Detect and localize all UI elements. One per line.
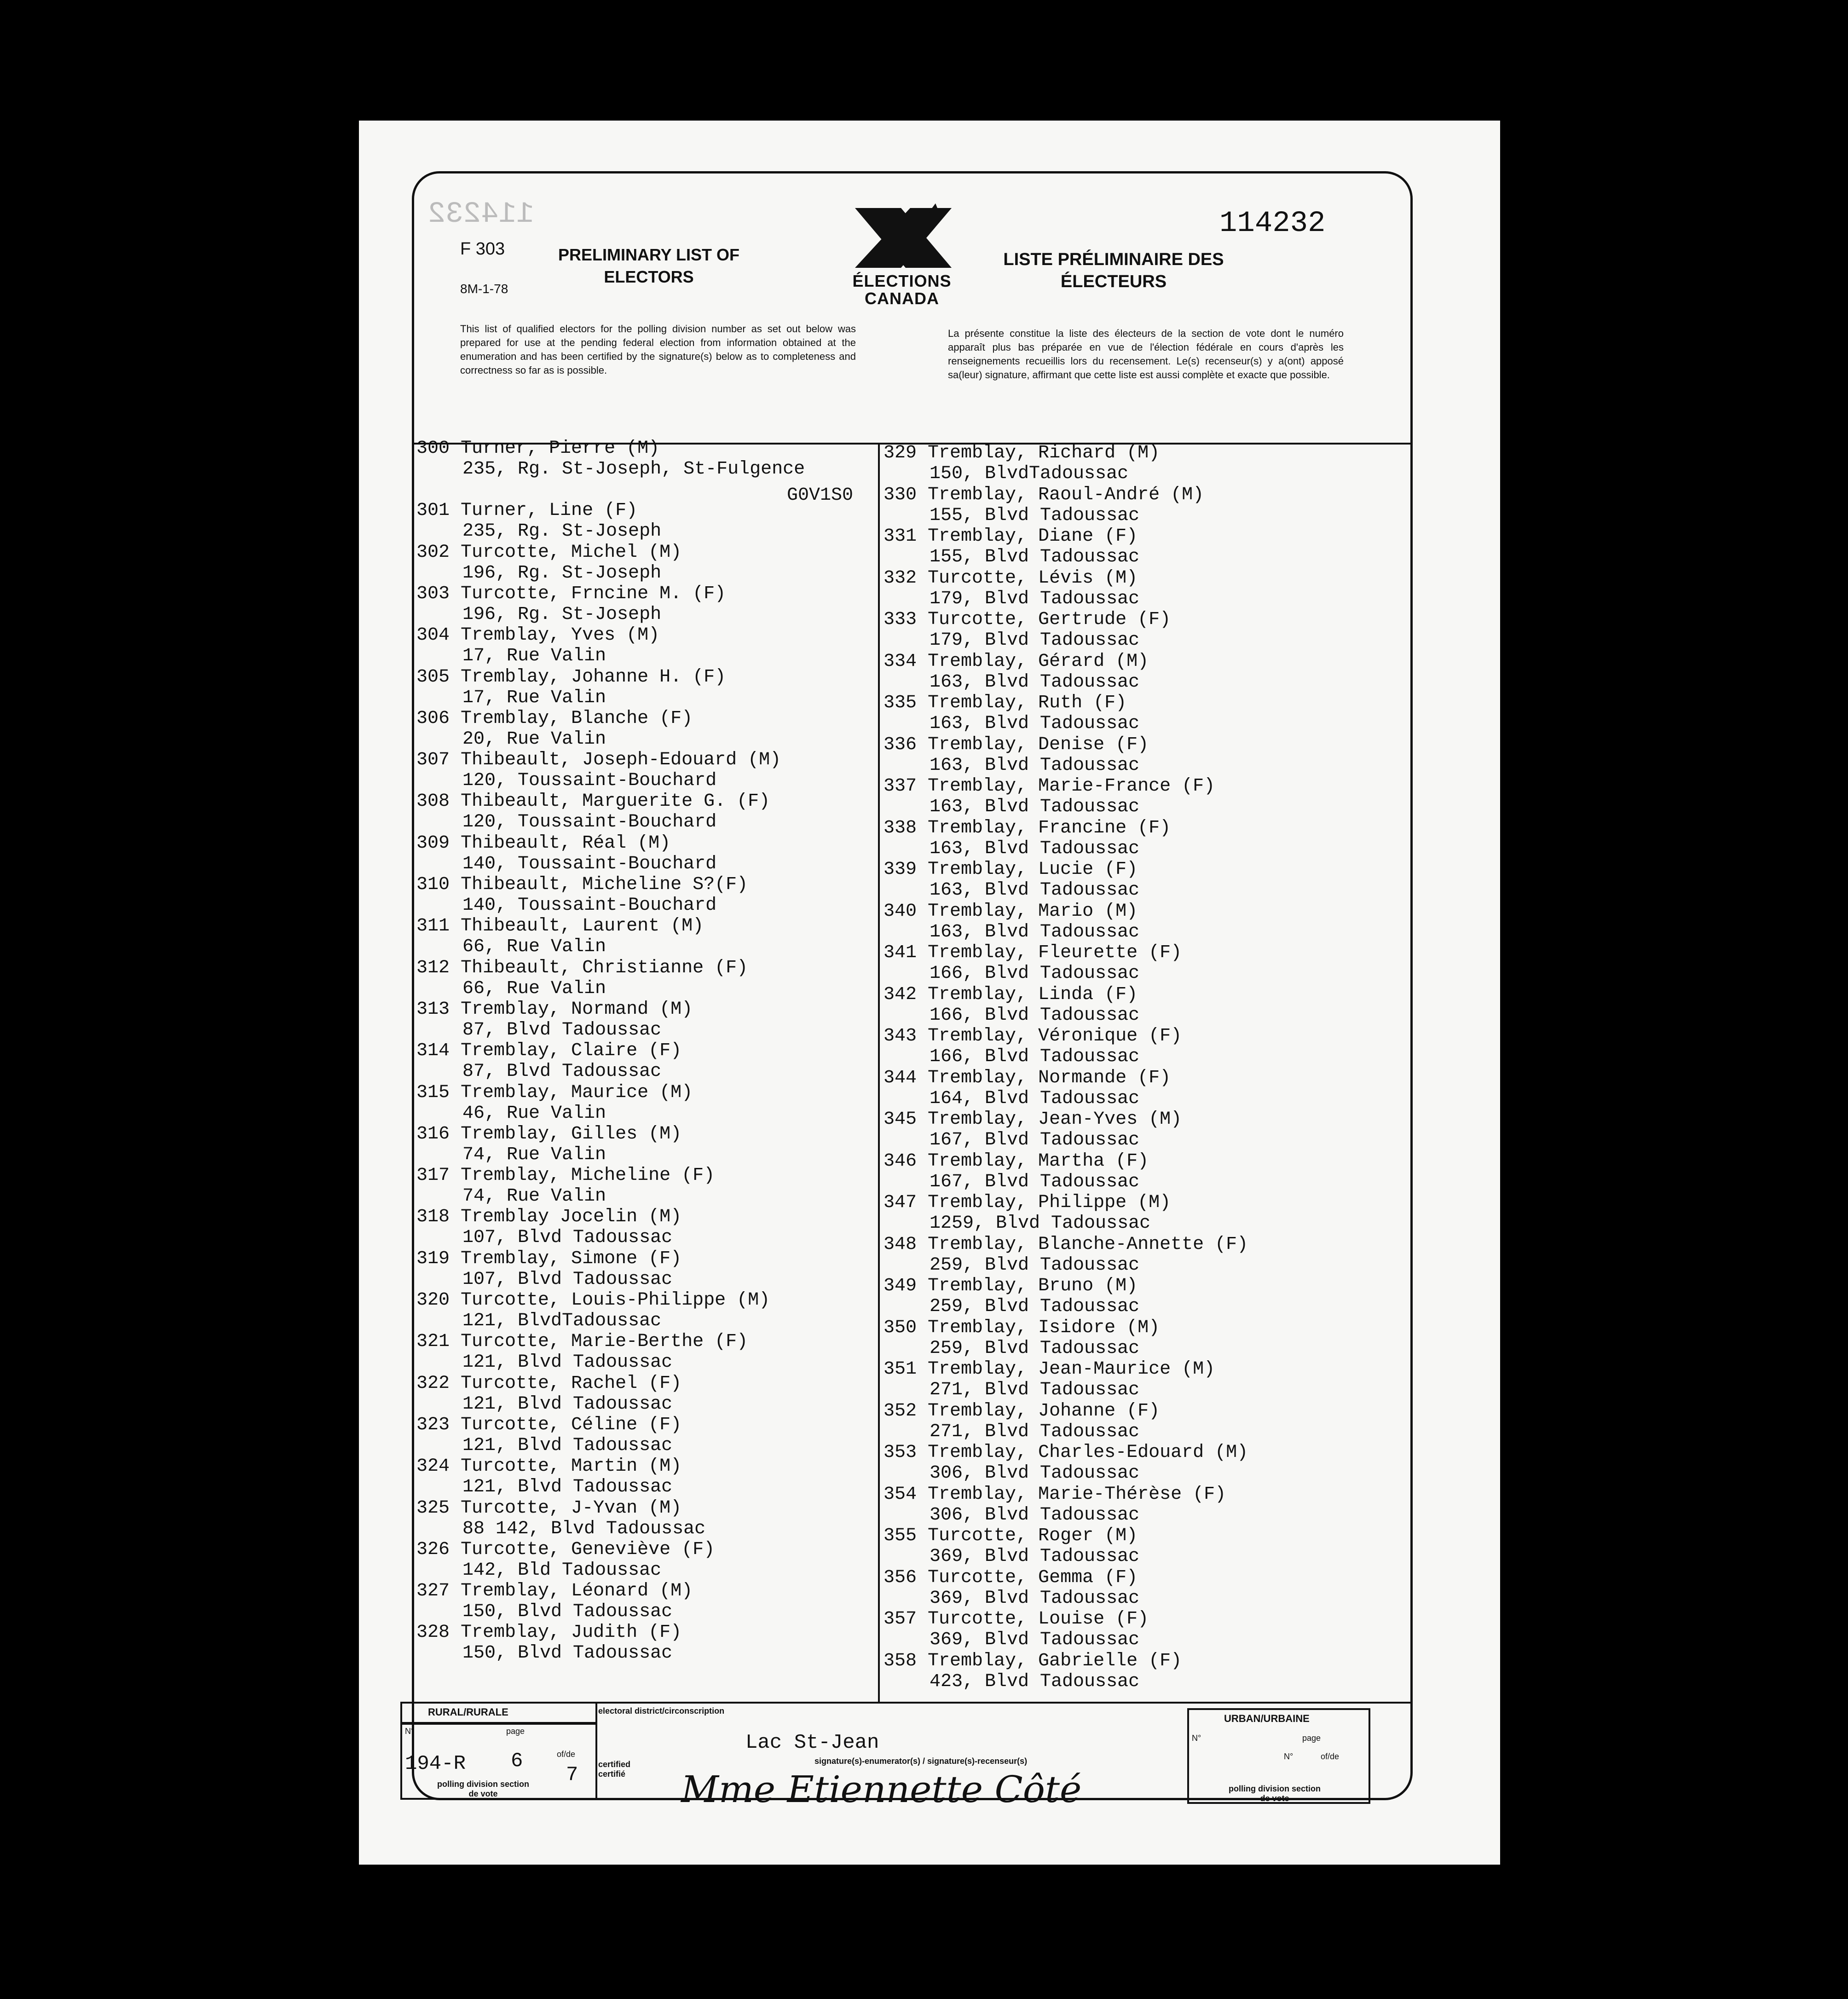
elector-number: 302 [416,542,450,563]
elector-number: 317 [416,1165,450,1186]
elector-entry [884,568,1139,609]
elector-number: 307 [416,750,450,771]
elector-address: 163, Blvd Tadoussac [930,797,1140,817]
elector-number: 311 [416,916,450,937]
elector-entry [416,874,748,916]
rural-label: RURAL/RURALE [428,1706,508,1718]
elector-address: 121, Blvd Tadoussac [462,1393,673,1415]
elector-address: 167, Blvd Tadoussac [930,1130,1140,1150]
elector-entry [416,1248,681,1290]
elector-entry [884,734,1149,776]
elector-name: Tremblay, Diane (F) [917,526,1138,547]
elector-name: Turcotte, Frncine M. (F) [450,583,726,604]
elector-entry [416,625,659,666]
elector-name: Tremblay, Blanche-Annette (F) [917,1234,1248,1255]
elector-number: 337 [884,776,917,797]
title-french: LISTE PRÉLIMINAIRE DES ÉLECTEURS [1003,250,1224,291]
elector-entry [884,1109,1182,1150]
elector-entry [884,984,1139,1026]
intro-english: This list of qualified electors for the polling division number as set out below was prepared for use at the pending federal election from information obtained at the enumeration and has been certified by the signature(s) below as to completeness and correctness so far as is possible. [460,323,856,376]
elector-entry [884,1359,1215,1400]
elector-number: 345 [884,1109,917,1130]
elector-number: 344 [884,1067,917,1088]
logo-text: ÉLECTIONS CANADA [852,272,952,308]
elector-number: 312 [416,957,450,978]
elector-name: Tremblay Jocelin (M) [450,1207,682,1228]
elector-entry [416,1290,770,1331]
elector-name: Turcotte, Michel (M) [450,542,682,563]
elector-entry [884,818,1171,859]
elector-number: 339 [884,859,917,880]
elector-number: 323 [416,1414,450,1435]
elector-entry [416,999,693,1040]
elector-entry [884,1442,1248,1484]
elector-name: Tremblay, Ruth (F) [917,693,1127,713]
elector-address: 121, Blvd Tadoussac [462,1477,673,1498]
elector-address: 142, Bld Tadoussac [462,1560,662,1581]
elector-name: Turcotte, Martin (M) [450,1456,682,1477]
elector-number: 346 [884,1150,917,1172]
elector-address: 259, Blvd Tadoussac [930,1338,1140,1359]
elector-address: 196, Rg. St-Joseph [462,604,662,625]
elector-name: Tremblay, Claire (F) [450,1040,682,1062]
elector-entry [416,708,693,750]
urban-no-label-2: N° [1284,1752,1294,1761]
elector-name: Tremblay, Judith (F) [450,1622,682,1643]
elector-number: 338 [884,817,917,838]
elector-name: Tremblay, Isidore (M) [917,1317,1160,1338]
elector-name: Tremblay, Normande (F) [917,1067,1171,1088]
elector-number: 313 [416,999,450,1020]
elector-number: 353 [884,1442,917,1463]
elector-entry [884,776,1215,817]
elector-entry [884,1525,1139,1567]
elector-name: Tremblay, Gilles (M) [450,1123,682,1144]
elector-entry [416,438,805,480]
elector-entry [884,1234,1248,1276]
elector-name: Tremblay, Jean-Maurice (M) [917,1359,1215,1380]
elector-number: 320 [416,1290,450,1311]
elector-number: 348 [884,1234,917,1255]
elector-address: 120, Toussaint-Bouchard [462,770,717,792]
elector-entry [884,693,1139,734]
elector-address: 259, Blvd Tadoussac [930,1254,1140,1276]
elector-name: Turcotte, J-Yvan (M) [450,1497,682,1519]
elector-number: 347 [884,1192,917,1213]
elector-address: 150, Blvd Tadoussac [462,1601,673,1623]
elector-name: Tremblay, Jean-Yves (M) [917,1109,1182,1130]
elector-number: 335 [884,693,917,713]
elector-address: 121, Blvd Tadoussac [462,1352,673,1373]
elector-address: 271, Blvd Tadoussac [930,1380,1140,1400]
elector-number: 316 [416,1123,450,1144]
elector-address: 369, Blvd Tadoussac [930,1546,1140,1567]
elector-entry [416,1331,748,1373]
elector-name: Turner, Line (F) [450,500,638,521]
elector-entry [416,791,770,832]
elector-name: Tremblay, Francine (F) [917,817,1171,838]
elector-number: 308 [416,791,450,812]
elector-number: 303 [416,583,450,604]
elector-entry [884,1068,1171,1109]
elector-entry [884,1192,1171,1234]
elector-entry [416,1456,681,1497]
elector-address: 17, Rue Valin [462,646,606,667]
elector-address: 155, Blvd Tadoussac [930,505,1140,526]
elector-number: 328 [416,1622,450,1643]
elector-number: 331 [884,526,917,547]
elector-address: 163, Blvd Tadoussac [930,671,1140,693]
elector-entry [884,1151,1149,1192]
elector-address: 121, BlvdTadoussac [462,1311,662,1331]
elector-name: Tremblay, Johanne H. (F) [450,666,726,688]
elector-address: 166, Blvd Tadoussac [930,1005,1140,1026]
elector-entry [884,1401,1160,1442]
elector-entry [416,1622,681,1664]
elector-entry [416,750,781,791]
elector-name: Turcotte, Gertrude (F) [917,609,1171,630]
elector-number: 355 [884,1525,917,1546]
title-english: PRELIMINARY LIST OF ELECTORS [558,245,739,286]
certified-label: certified certifié [598,1760,631,1779]
elector-entry [416,1415,681,1456]
elector-number: 354 [884,1484,917,1505]
elector-entry [884,485,1204,526]
elector-name: Thibeault, Marguerite G. (F) [450,791,770,812]
elector-address: 107, Blvd Tadoussac [462,1269,673,1290]
electoral-district: Lac St-Jean [745,1731,879,1754]
elector-name: Tremblay, Martha (F) [917,1150,1149,1172]
elector-address: 17, Rue Valin [462,687,606,708]
elector-number: 329 [884,443,917,463]
elector-entry [416,1581,693,1622]
intro-french: La présente constitue la liste des électeurs de la section de vote dont le numéro apparaît plus bas préparée en vue de l'élection fédérale en cours d'après les renseignements recueillis lors du recensement. Le(s) recenseur(s) y a(ont) apposé sa(leur) signature, affirmant que cette liste est aussi complète et exacte que possible. [948,328,1344,381]
elector-address: 163, Blvd Tadoussac [930,838,1140,859]
elector-number: 350 [884,1317,917,1338]
elector-number: 326 [416,1539,450,1560]
elector-name: Turcotte, Céline (F) [450,1414,682,1435]
elector-number: 309 [416,832,450,854]
elector-entry [416,500,661,542]
elector-name: Tremblay, Normand (M) [450,999,693,1020]
elector-number: 340 [884,901,917,922]
rural-no-label: N° [405,1727,415,1736]
elector-number: 330 [884,484,917,505]
elector-address: 120, Toussaint-Bouchard [462,812,717,833]
elector-address: 20, Rue Valin [462,728,606,750]
elector-entry [416,584,726,625]
elector-entry [884,443,1160,484]
elector-number: 334 [884,651,917,672]
elector-address: 235, Rg. St-Joseph [462,521,662,542]
elector-number: 341 [884,942,917,963]
elector-number: 351 [884,1359,917,1380]
elector-number: 349 [884,1276,917,1296]
elector-entry [416,916,704,957]
elector-entry [884,1276,1139,1317]
elector-name: Tremblay, Lucie (F) [917,859,1138,880]
elector-number: 310 [416,874,450,895]
elector-list-document [359,121,1500,1865]
elector-address: 196, Rg. St-Joseph [462,562,662,584]
elector-address: 150, Blvd Tadoussac [462,1643,673,1664]
elector-number: 324 [416,1456,450,1477]
elector-entry [884,1317,1160,1359]
elector-address: 306, Blvd Tadoussac [930,1463,1140,1484]
elector-number: 333 [884,609,917,630]
elector-number: 356 [884,1567,917,1588]
signature-label: signature(s)-enumerator(s) / signature(s)-recenseur(s) [814,1756,1028,1766]
elector-name: Thibeault, Laurent (M) [450,916,704,937]
elector-address: 179, Blvd Tadoussac [930,630,1140,651]
urban-polling-label: polling division section de vote [1228,1784,1321,1803]
elector-name: Tremblay, Charles-Edouard (M) [917,1442,1248,1463]
elector-name: Tremblay, Léonard (M) [450,1581,693,1602]
elector-address: 259, Blvd Tadoussac [930,1296,1140,1317]
elector-entry [416,958,748,999]
elector-entry [416,667,726,708]
elector-address: 66, Rue Valin [462,936,606,958]
elector-entry [884,901,1139,942]
elector-name: Thibeault, Réal (M) [450,832,671,854]
elector-entry [416,1040,681,1082]
polling-division-label: polling division section de vote [437,1779,530,1798]
elector-name: Tremblay, Raoul-André (M) [917,484,1204,505]
elector-number: 343 [884,1026,917,1046]
elector-entry [884,859,1139,901]
elector-name: Tremblay, Simone (F) [450,1248,682,1269]
elector-address: 166, Blvd Tadoussac [930,1046,1140,1067]
elector-entry [416,542,681,584]
elector-name: Tremblay, Philippe (M) [917,1192,1171,1213]
elector-address: 140, Toussaint-Bouchard [462,895,717,916]
elector-address: 423, Blvd Tadoussac [930,1671,1140,1692]
elector-number: 318 [416,1207,450,1228]
urban-label: URBAN/URBAINE [1224,1713,1310,1724]
elector-name: Turner, Pierre (M) [450,438,660,459]
elector-number: 305 [416,666,450,688]
elector-address: 163, Blvd Tadoussac [930,880,1140,901]
elector-address: 88 142, Blvd Tadoussac [462,1518,706,1539]
elector-entry [416,1082,693,1124]
elector-entry [884,1651,1182,1692]
elector-name: Turcotte, Geneviève (F) [450,1539,715,1560]
elector-entry [884,1026,1182,1067]
elector-address: 107, Blvd Tadoussac [462,1227,673,1248]
elector-name: Thibeault, Christianne (F) [450,957,748,978]
elector-name: Thibeault, Joseph-Edouard (M) [450,750,781,771]
elector-entry [884,1567,1139,1609]
elector-name: Tremblay, Linda (F) [917,984,1138,1005]
elector-number: 358 [884,1650,917,1671]
elector-name: Tremblay, Bruno (M) [917,1276,1138,1296]
elector-address: 369, Blvd Tadoussac [930,1588,1140,1609]
elector-address: 155, Blvd Tadoussac [930,547,1140,567]
elector-entry [416,1207,681,1248]
elector-entry [884,1484,1226,1525]
elector-address: 164, Blvd Tadoussac [930,1088,1140,1109]
elector-address: 235, Rg. St-Joseph, St-Fulgence [462,459,805,480]
elector-number: 327 [416,1581,450,1602]
elector-entry [884,651,1149,693]
elector-name: Tremblay, Blanche (F) [450,708,693,729]
elector-name: Thibeault, Micheline S?(F) [450,874,748,895]
elector-number: 321 [416,1331,450,1352]
elector-number: 357 [884,1609,917,1629]
elector-address: 150, BlvdTadoussac [930,463,1129,484]
elector-number: 322 [416,1373,450,1394]
elector-entry [416,1373,681,1415]
serial-number: 114232 [1219,207,1326,240]
elector-number: 336 [884,734,917,755]
elector-entry [416,1539,715,1581]
elector-number: 342 [884,984,917,1005]
elector-number: 315 [416,1082,450,1103]
elector-entries [359,121,1500,1865]
elector-address: 66, Rue Valin [462,978,606,999]
elector-number: 304 [416,625,450,646]
elector-name: Tremblay, Véronique (F) [917,1026,1182,1046]
elector-number: 314 [416,1040,450,1062]
elector-number: 300 [416,438,450,459]
elector-name: Tremblay, Denise (F) [917,734,1149,755]
elector-address: 87, Blvd Tadoussac [462,1061,662,1082]
urban-of-label: of/de [1321,1752,1340,1761]
elector-entry [416,833,716,874]
postal-code: G0V1S0 [787,485,854,506]
elector-name: Tremblay, Gabrielle (F) [917,1650,1182,1671]
district-label: electoral district/circonscription [598,1706,725,1716]
elector-name: Turcotte, Lévis (M) [917,567,1138,589]
elector-address: 74, Rue Valin [462,1144,606,1165]
form-date: 8M-1-78 [460,282,508,296]
elector-name: Tremblay, Maurice (M) [450,1082,693,1103]
elector-address: 163, Blvd Tadoussac [930,755,1140,776]
elector-name: Turcotte, Louis-Philippe (M) [450,1290,770,1311]
elector-name: Turcotte, Roger (M) [917,1525,1138,1546]
elector-address: 166, Blvd Tadoussac [930,963,1140,984]
elector-name: Tremblay, Richard (M) [917,443,1160,463]
elector-entry [884,526,1139,567]
rural-page-label: page [506,1727,525,1736]
elector-name: Tremblay, Gérard (M) [917,651,1149,672]
elector-name: Turcotte, Rachel (F) [450,1373,682,1394]
elector-entry [416,1165,715,1207]
elector-address: 271, Blvd Tadoussac [930,1421,1140,1442]
elector-name: Tremblay, Micheline (F) [450,1165,715,1186]
elector-address: 1259, Blvd Tadoussac [930,1213,1151,1234]
elector-number: 325 [416,1497,450,1519]
elector-address: 74, Rue Valin [462,1186,606,1207]
elector-name: Turcotte, Louise (F) [917,1609,1149,1629]
elector-address: 179, Blvd Tadoussac [930,588,1140,609]
enumerator-signature: Mme Etiennette Côté [681,1768,1082,1811]
elector-address: 167, Blvd Tadoussac [930,1171,1140,1192]
elector-address: 163, Blvd Tadoussac [930,921,1140,942]
elector-entry [416,1498,705,1539]
elector-address: 306, Blvd Tadoussac [930,1504,1140,1525]
elector-name: Turcotte, Gemma (F) [917,1567,1138,1588]
elector-address: 140, Toussaint-Bouchard [462,853,717,874]
elector-entry [884,1609,1149,1650]
elector-number: 301 [416,500,450,521]
rural-row-line [400,1722,596,1725]
form-number: F 303 [460,239,505,259]
elector-number: 332 [884,567,917,589]
elector-entry [884,942,1182,984]
elector-number: 319 [416,1248,450,1269]
elector-name: Tremblay, Yves (M) [450,625,660,646]
elector-number: 352 [884,1400,917,1421]
elector-name: Tremblay, Marie-Thérèse (F) [917,1484,1226,1505]
polling-number: 194-R [405,1752,466,1775]
rural-of-label: of/de [557,1750,576,1759]
elector-address: 369, Blvd Tadoussac [930,1629,1140,1650]
elector-name: Tremblay, Mario (M) [917,901,1138,922]
elector-address: 46, Rue Valin [462,1103,606,1124]
page-number: 6 [511,1750,523,1773]
elector-name: Tremblay, Marie-France (F) [917,776,1215,797]
elector-entry [416,1124,681,1165]
page-of: 7 [566,1763,578,1786]
elector-name: Tremblay, Johanne (F) [917,1400,1160,1421]
elector-entry [884,609,1171,651]
elector-address: 87, Blvd Tadoussac [462,1019,662,1040]
elector-name: Tremblay, Fleurette (F) [917,942,1182,963]
elector-name: Turcotte, Marie-Berthe (F) [450,1331,748,1352]
urban-page-label: page [1302,1733,1321,1743]
urban-no-label: N° [1192,1733,1201,1743]
elector-address: 163, Blvd Tadoussac [930,713,1140,734]
serial-bleed-through: 114232 [428,198,534,231]
elector-number: 306 [416,708,450,729]
elector-address: 121, Blvd Tadoussac [462,1435,673,1456]
